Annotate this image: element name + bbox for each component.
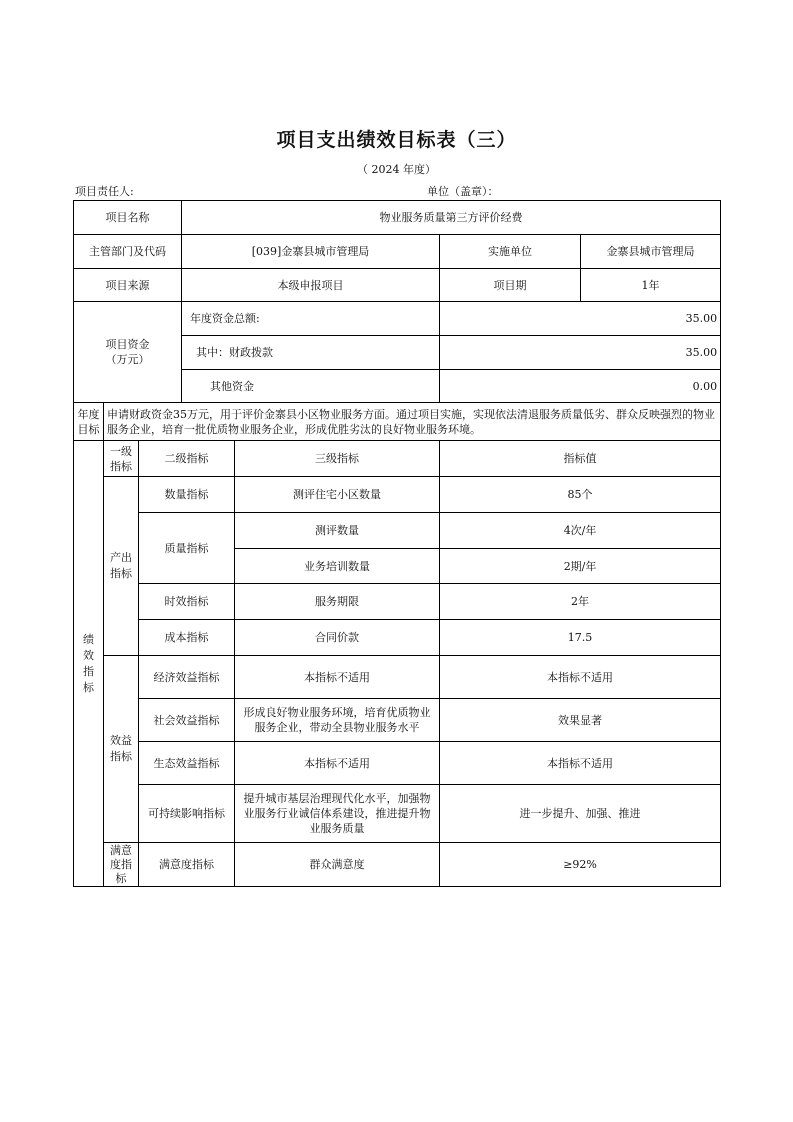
indicator-level2: 经济效益指标: [139, 656, 235, 699]
annual-goal-label-line1: 年度: [77, 407, 100, 421]
indicator-row: [74, 699, 721, 742]
benefit-indicators-text: 效益指标: [110, 734, 132, 763]
indicator-level2: 生态效益指标: [139, 742, 235, 785]
header-level3: 三级指标: [235, 441, 440, 477]
year-line: （ 2024 年度）: [357, 163, 436, 176]
indicator-level2: 成本指标: [139, 620, 235, 656]
indicator-row: [74, 742, 721, 785]
output-indicators-text: 产出指标: [110, 551, 132, 580]
indicator-row: [74, 785, 721, 843]
annual-goal-text: 申请财政资金35万元，用于评价金寨县小区物业服务方面。通过项目实施，实现依法清退服务质量低劣、群众反映强烈的物业服务企业，培育一批优质物业服务企业，形成优胜劣汰的良好物业服务环境。: [104, 403, 721, 441]
department-value: [039]金寨县城市管理局: [182, 235, 440, 269]
indicator-level3: 本指标不适用: [235, 656, 440, 699]
indicator-level2: 时效指标: [139, 584, 235, 620]
satisfaction-indicators-label: [104, 843, 139, 887]
unit-label: 单位（盖章）：: [427, 185, 499, 198]
indicator-level3: 合同价款: [235, 620, 440, 656]
period-value: 1年: [581, 269, 721, 302]
funds-other-value: 0.00: [440, 370, 721, 403]
indicator-value: 效果显著: [440, 699, 721, 742]
header-level2: 二级指标: [139, 441, 235, 477]
funds-fiscal-label: 其中：财政拨款: [182, 336, 440, 370]
indicator-level2: 可持续影响指标: [139, 785, 235, 843]
indicator-row: [74, 620, 721, 656]
indicator-level3: 测评数量: [235, 513, 440, 549]
project-name-label: 项目名称: [74, 201, 182, 235]
funds-fiscal-value: 35.00: [440, 336, 721, 370]
row-indicator-header: [74, 441, 721, 477]
source-value: 本级申报项目: [182, 269, 440, 302]
indicator-level3: 群众满意度: [235, 843, 440, 887]
responsible-label: 项目责任人:: [75, 185, 134, 198]
row-funds-total: [74, 302, 721, 336]
indicator-level2: 满意度指标: [139, 843, 235, 887]
indicator-level3: 形成良好物业服务环境，培育优质物业服务企业，带动全县物业服务水平: [235, 699, 440, 742]
implementing-unit-label: 实施单位: [440, 235, 581, 269]
indicator-row: [74, 843, 721, 887]
period-label: 项目期: [440, 269, 581, 302]
satisfaction-indicators-text: 满意度指标: [110, 843, 132, 885]
indicator-level2: 社会效益指标: [139, 699, 235, 742]
indicator-value: 17.5: [440, 620, 721, 656]
indicator-level3: 提升城市基层治理现代化水平，加强物业服务行业诚信体系建设，推进提升物业服务质量: [235, 785, 440, 843]
output-indicators-label: [104, 477, 139, 656]
indicator-row: [74, 584, 721, 620]
performance-table: [73, 200, 721, 887]
performance-indicators-text: 绩效指标: [83, 632, 94, 694]
indicator-value: 4次/年: [440, 513, 721, 549]
annual-goal-label-line2: 目标: [77, 422, 100, 436]
page-title: 项目支出绩效目标表（三）: [276, 129, 517, 151]
header-level1: 一级指标: [104, 441, 139, 477]
performance-indicators-label: [74, 441, 104, 887]
header-value: 指标值: [440, 441, 721, 477]
source-label: 项目来源: [74, 269, 182, 302]
indicator-level3: 业务培训数量: [235, 549, 440, 584]
indicator-level3: 本指标不适用: [235, 742, 440, 785]
row-source: [74, 269, 721, 302]
indicator-level3: 测评住宅小区数量: [235, 477, 440, 513]
annual-goal-label: [74, 403, 104, 441]
project-name-value: 物业服务质量第三方评价经费: [182, 201, 721, 235]
funds-other-label: 其他资金: [182, 370, 440, 403]
indicator-value: 2期/年: [440, 549, 721, 584]
funds-total-value: 35.00: [440, 302, 721, 336]
indicator-row: [74, 477, 721, 513]
indicator-row: [74, 513, 721, 549]
indicator-value: 本指标不适用: [440, 742, 721, 785]
indicator-value: 85个: [440, 477, 721, 513]
indicator-value: ≥92%: [440, 843, 721, 887]
department-label: 主管部门及代码: [74, 235, 182, 269]
indicator-value: 2年: [440, 584, 721, 620]
row-department: [74, 235, 721, 269]
funds-unit-text: （万元）: [105, 353, 150, 366]
benefit-indicators-label: [104, 656, 139, 843]
funds-total-label: 年度资金总额:: [182, 302, 440, 336]
funds-label: [74, 302, 182, 403]
row-annual-goal: [74, 403, 721, 441]
indicator-level2: 数量指标: [139, 477, 235, 513]
row-project-name: [74, 201, 721, 235]
indicator-value: 本指标不适用: [440, 656, 721, 699]
funds-label-text: 项目资金: [105, 338, 150, 351]
indicator-level3: 服务期限: [235, 584, 440, 620]
implementing-unit-value: 金寨县城市管理局: [581, 235, 721, 269]
indicator-row: [74, 656, 721, 699]
indicator-level2: 质量指标: [139, 513, 235, 584]
indicator-value: 进一步提升、加强、推进: [440, 785, 721, 843]
